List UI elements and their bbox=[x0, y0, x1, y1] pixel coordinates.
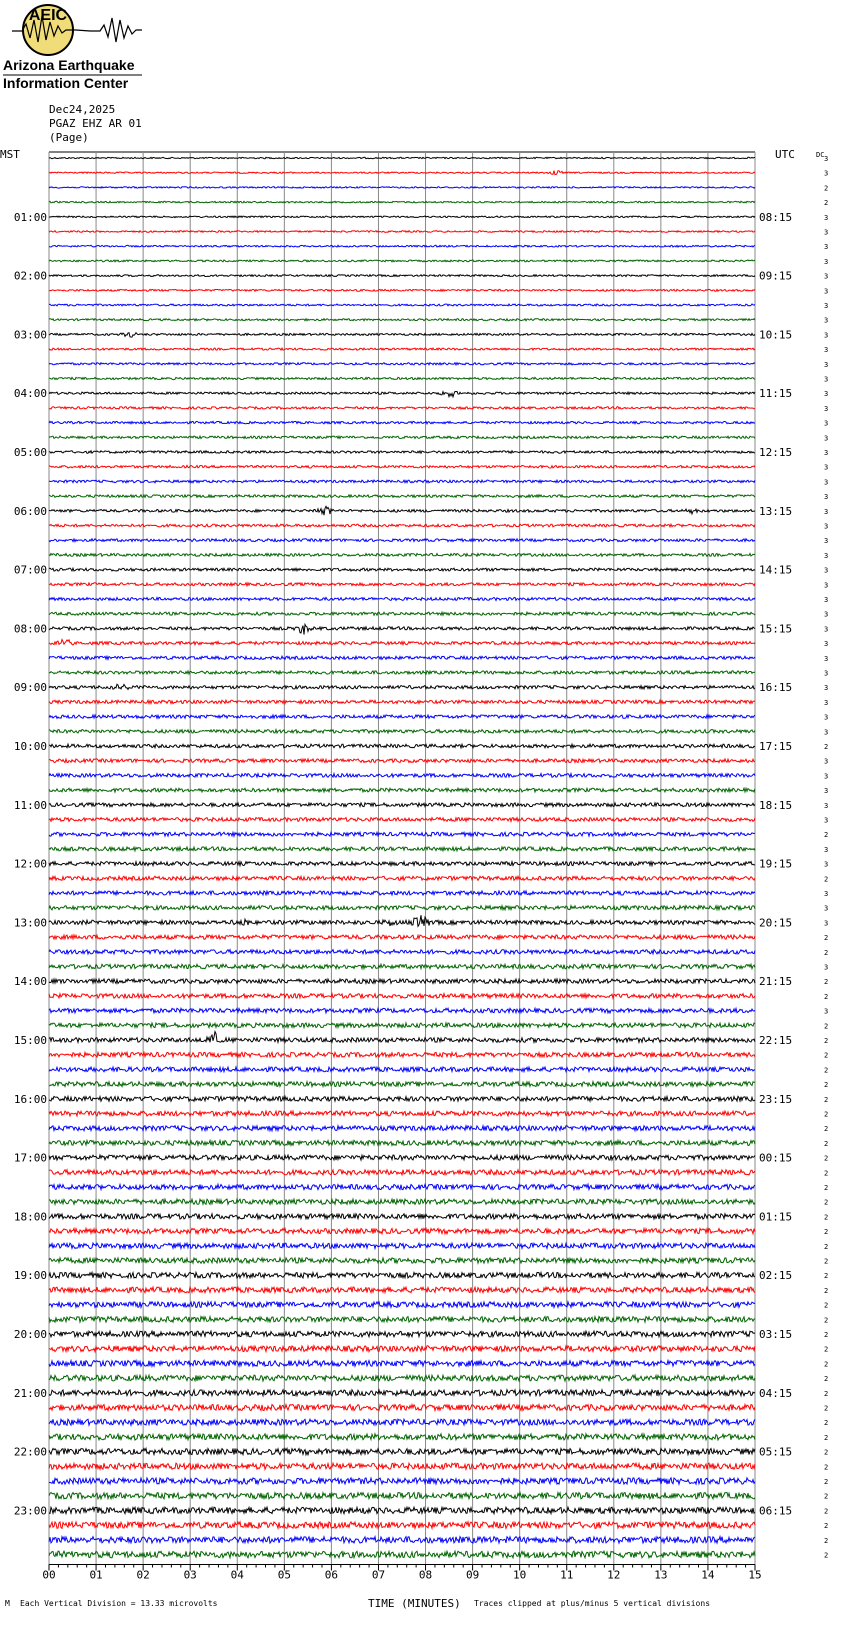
dc-value: 3 bbox=[824, 963, 829, 972]
seismogram-trace bbox=[49, 407, 755, 409]
x-tick-label: 15 bbox=[748, 1568, 762, 1582]
dc-value: 2 bbox=[824, 1375, 829, 1384]
hour-label-mst: 04:00 bbox=[13, 387, 47, 401]
hour-label-utc: 23:15 bbox=[759, 1092, 793, 1106]
seismogram-trace bbox=[49, 862, 755, 866]
seismogram-trace bbox=[49, 876, 755, 880]
dc-value: 3 bbox=[824, 787, 829, 796]
dc-value: 3 bbox=[824, 684, 829, 693]
seismogram-trace bbox=[49, 1361, 755, 1367]
dc-value: 2 bbox=[824, 1139, 829, 1148]
dc-value: 3 bbox=[824, 860, 829, 869]
seismogram-trace bbox=[49, 377, 755, 379]
x-tick-label: 04 bbox=[230, 1568, 244, 1582]
x-tick-label: 02 bbox=[136, 1568, 150, 1582]
hour-label-utc: 06:15 bbox=[759, 1504, 793, 1518]
seismogram-trace bbox=[49, 275, 755, 277]
seismogram-trace bbox=[49, 319, 755, 321]
seismogram-trace bbox=[49, 1032, 755, 1043]
hour-label-mst: 02:00 bbox=[13, 269, 47, 283]
seismogram-trace bbox=[49, 495, 755, 498]
seismogram-trace bbox=[49, 744, 755, 748]
hour-label-utc: 00:15 bbox=[759, 1151, 793, 1165]
x-tick-label: 00 bbox=[42, 1568, 56, 1582]
dc-value: 3 bbox=[824, 890, 829, 898]
seismogram-trace bbox=[49, 157, 755, 158]
dc-value: 2 bbox=[824, 1478, 829, 1486]
dc-value: 3 bbox=[824, 169, 829, 178]
dc-value: 2 bbox=[824, 1404, 829, 1413]
hour-label-utc: 02:15 bbox=[759, 1269, 793, 1283]
dc-value: 3 bbox=[824, 610, 829, 619]
logo-line1: Arizona Earthquake bbox=[3, 57, 135, 73]
seismogram-trace bbox=[49, 612, 755, 615]
seismogram-trace bbox=[49, 1537, 755, 1543]
hour-label-mst: 15:00 bbox=[13, 1034, 47, 1047]
x-tick-label: 13 bbox=[654, 1568, 668, 1582]
seismogram-trace bbox=[49, 700, 755, 703]
hour-label-mst: 14:00 bbox=[13, 975, 47, 989]
dc-value: 3 bbox=[824, 845, 829, 854]
seismogram-trace bbox=[49, 1170, 755, 1175]
hour-label-utc: 15:15 bbox=[759, 622, 793, 636]
hour-label-mst: 12:00 bbox=[13, 857, 47, 871]
hour-label-utc: 22:15 bbox=[759, 1034, 793, 1047]
corner-mark: M bbox=[5, 1599, 10, 1608]
seismogram-trace bbox=[49, 1346, 755, 1352]
dc-value: 3 bbox=[824, 257, 829, 266]
logo-line2: Information Center bbox=[3, 75, 129, 91]
seismogram-trace bbox=[49, 915, 755, 926]
seismogram-trace bbox=[49, 436, 755, 438]
dc-value: 2 bbox=[824, 948, 829, 957]
seismogram-trace bbox=[49, 1331, 755, 1337]
seismogram-trace bbox=[49, 583, 755, 586]
dc-value: 3 bbox=[824, 698, 829, 707]
hour-label-mst: 13:00 bbox=[13, 916, 47, 930]
dc-value: 2 bbox=[824, 1051, 829, 1060]
dc-value: 3 bbox=[824, 316, 829, 325]
seismogram-trace bbox=[49, 1111, 755, 1116]
hour-label-mst: 01:00 bbox=[13, 210, 47, 224]
hour-label-mst: 09:00 bbox=[13, 681, 47, 695]
dc-value: 3 bbox=[824, 640, 829, 649]
x-tick-label: 01 bbox=[89, 1568, 103, 1582]
seismogram-trace bbox=[49, 640, 755, 645]
dc-value: 3 bbox=[824, 375, 829, 384]
dc-value: 3 bbox=[824, 478, 829, 487]
seismogram-trace bbox=[49, 906, 755, 910]
seismogram-trace bbox=[49, 1390, 755, 1396]
seismogram-trace bbox=[49, 979, 755, 983]
seismogram-trace bbox=[49, 803, 755, 807]
dc-value: 2 bbox=[824, 1316, 829, 1325]
hour-label-utc: 16:15 bbox=[759, 681, 793, 695]
seismogram-trace bbox=[49, 818, 755, 822]
dc-value: 3 bbox=[824, 713, 829, 722]
seismogram-trace bbox=[49, 1449, 755, 1455]
dc-value: 3 bbox=[824, 272, 829, 281]
dc-value: 2 bbox=[824, 992, 829, 1001]
dc-value: 3 bbox=[824, 669, 829, 678]
dc-value: 3 bbox=[824, 581, 829, 590]
x-tick-label: 10 bbox=[513, 1568, 527, 1582]
dc-value: 2 bbox=[824, 1198, 829, 1207]
dc-value: 3 bbox=[824, 243, 829, 252]
x-tick-label: 06 bbox=[324, 1568, 339, 1582]
seismogram-trace bbox=[49, 348, 755, 350]
dc-value: 3 bbox=[824, 507, 829, 516]
seismogram-trace bbox=[49, 260, 755, 262]
dc-value: 3 bbox=[824, 213, 829, 222]
seismogram-trace bbox=[49, 715, 755, 718]
hour-label-mst: 06:00 bbox=[13, 504, 47, 518]
hour-label-mst: 16:00 bbox=[13, 1092, 47, 1106]
dc-value: 2 bbox=[824, 1242, 829, 1251]
x-tick-label: 12 bbox=[607, 1568, 621, 1582]
dc-value: 2 bbox=[824, 1360, 829, 1369]
x-tick-label: 03 bbox=[183, 1568, 197, 1582]
header-station: PGAZ EHZ AR 01 bbox=[49, 117, 142, 130]
dc-value: 2 bbox=[824, 1257, 829, 1266]
dc-value: 2 bbox=[824, 1492, 829, 1501]
seismogram-trace bbox=[49, 568, 755, 571]
seismogram-trace bbox=[49, 363, 755, 365]
seismogram-trace bbox=[49, 1008, 755, 1013]
header-date: Dec24,2025 bbox=[49, 103, 116, 116]
seismogram-trace bbox=[49, 788, 755, 792]
seismogram-trace bbox=[49, 465, 755, 468]
dc-value: 3 bbox=[824, 463, 829, 472]
dc-value: 3 bbox=[824, 360, 829, 369]
dc-value: 2 bbox=[824, 1536, 829, 1545]
seismogram-trace bbox=[49, 1317, 755, 1323]
x-tick-label: 08 bbox=[418, 1568, 433, 1582]
seismogram-trace bbox=[49, 598, 755, 601]
seismogram-trace bbox=[49, 421, 755, 423]
dc-value: 2 bbox=[824, 978, 829, 987]
hour-label-utc: 14:15 bbox=[759, 563, 793, 577]
dc-value: 2 bbox=[824, 1184, 829, 1192]
dc-value: 2 bbox=[824, 831, 829, 840]
dc-value: 3 bbox=[824, 757, 829, 766]
seismogram-trace bbox=[49, 1507, 755, 1513]
dc-value: 3 bbox=[824, 551, 829, 560]
seismogram-trace bbox=[49, 506, 755, 515]
x-tick-label: 09 bbox=[465, 1568, 480, 1582]
hour-label-mst: 10:00 bbox=[13, 740, 47, 753]
dc-value: 3 bbox=[824, 1007, 829, 1016]
seismogram-trace bbox=[49, 994, 755, 998]
dc-value: 3 bbox=[824, 419, 829, 428]
seismogram-trace bbox=[49, 1023, 755, 1028]
hour-label-mst: 11:00 bbox=[13, 798, 47, 812]
dc-value: 3 bbox=[824, 522, 829, 531]
seismogram-trace bbox=[49, 684, 755, 689]
seismogram-trace bbox=[49, 1405, 755, 1411]
dc-value: 2 bbox=[824, 1228, 829, 1237]
dc-value: 3 bbox=[824, 331, 829, 340]
x-axis-title: TIME (MINUTES) bbox=[368, 1597, 461, 1610]
hour-label-utc: 04:15 bbox=[759, 1386, 793, 1400]
dc-value: 2 bbox=[824, 1169, 829, 1178]
dc-value: 2 bbox=[824, 1301, 829, 1310]
utc-axis-label: UTC bbox=[775, 148, 795, 161]
dc-value: 2 bbox=[824, 934, 829, 943]
seismogram-trace bbox=[49, 1052, 755, 1057]
dc-value: 2 bbox=[824, 1433, 829, 1442]
dc-value: 3 bbox=[824, 449, 829, 457]
hour-label-mst: 19:00 bbox=[13, 1269, 47, 1283]
dc-value: 2 bbox=[824, 1272, 829, 1281]
seismogram-trace bbox=[49, 554, 755, 557]
seismogram-trace bbox=[49, 1214, 755, 1219]
dc-value: 3 bbox=[824, 228, 829, 237]
dc-value: 2 bbox=[824, 1213, 829, 1222]
dc-value: 3 bbox=[824, 566, 829, 575]
dc-value: 2 bbox=[824, 1081, 829, 1090]
dc-value: 3 bbox=[824, 728, 829, 737]
seismogram-trace bbox=[49, 1551, 755, 1558]
dc-label: DC bbox=[816, 151, 825, 159]
x-tick-label: 05 bbox=[277, 1568, 291, 1582]
seismogram-trace bbox=[49, 935, 755, 939]
hour-label-utc: 21:15 bbox=[759, 975, 793, 989]
hour-label-utc: 18:15 bbox=[759, 798, 793, 812]
dc-value: 2 bbox=[824, 1551, 829, 1560]
seismogram-trace bbox=[49, 891, 755, 895]
hour-label-utc: 20:15 bbox=[759, 916, 793, 930]
seismogram-trace bbox=[49, 1096, 755, 1101]
seismogram-trace bbox=[49, 245, 755, 247]
seismogram-trace bbox=[49, 774, 755, 778]
dc-value: 2 bbox=[824, 1110, 829, 1119]
dc-value: 2 bbox=[824, 1037, 829, 1045]
dc-value: 2 bbox=[824, 875, 829, 884]
dc-value: 2 bbox=[824, 1095, 829, 1104]
dc-value: 2 bbox=[824, 1022, 829, 1031]
dc-value: 3 bbox=[824, 434, 829, 443]
seismogram-trace bbox=[49, 1258, 755, 1263]
dc-value: 2 bbox=[824, 1522, 829, 1531]
hour-label-utc: 03:15 bbox=[759, 1328, 793, 1341]
hour-label-utc: 09:15 bbox=[759, 269, 793, 283]
seismogram-trace bbox=[49, 333, 755, 337]
seismogram-trace bbox=[49, 1228, 755, 1233]
seismogram-trace bbox=[49, 759, 755, 763]
dc-value: 2 bbox=[824, 1331, 829, 1339]
dc-value: 2 bbox=[824, 1286, 829, 1295]
seismogram-trace bbox=[49, 480, 755, 483]
hour-label-utc: 13:15 bbox=[759, 504, 793, 518]
hour-label-utc: 05:15 bbox=[759, 1445, 793, 1459]
seismogram-trace bbox=[49, 1419, 755, 1425]
seismogram-trace bbox=[49, 216, 755, 218]
seismogram-trace bbox=[49, 171, 755, 175]
dc-value: 3 bbox=[824, 816, 829, 825]
dc-value: 2 bbox=[824, 1448, 829, 1457]
dc-value: 3 bbox=[824, 904, 829, 913]
dc-value: 3 bbox=[824, 537, 829, 546]
logo-abbrev: AEIC bbox=[28, 7, 68, 24]
hour-label-utc: 19:15 bbox=[759, 857, 793, 871]
dc-value: 3 bbox=[824, 772, 829, 781]
seismogram-trace bbox=[49, 624, 755, 634]
seismogram-trace bbox=[49, 1463, 755, 1469]
clip-note: Traces clipped at plus/minus 5 vertical divisions bbox=[474, 1599, 711, 1608]
dc-value: 2 bbox=[824, 1066, 829, 1075]
seismogram-trace bbox=[49, 832, 755, 836]
seismogram-trace bbox=[49, 1287, 755, 1293]
dc-value: 3 bbox=[824, 801, 829, 810]
hour-label-utc: 08:15 bbox=[759, 210, 793, 224]
dc-value: 2 bbox=[824, 1419, 829, 1428]
x-tick-label: 11 bbox=[560, 1568, 574, 1582]
seismogram-trace bbox=[49, 1140, 755, 1145]
dc-value: 3 bbox=[824, 654, 829, 663]
dc-value: 3 bbox=[824, 390, 829, 399]
seismogram-trace bbox=[49, 1434, 755, 1440]
dc-value: 3 bbox=[824, 302, 829, 310]
seismogram-trace bbox=[49, 1243, 755, 1248]
dc-value: 3 bbox=[824, 404, 829, 413]
x-tick-label: 07 bbox=[371, 1568, 386, 1582]
scale-note: Each Vertical Division = 13.33 microvolts bbox=[20, 1599, 218, 1608]
dc-value: 2 bbox=[824, 184, 829, 193]
seismogram-trace bbox=[49, 656, 755, 659]
seismogram-trace bbox=[49, 231, 755, 233]
hour-label-mst: 07:00 bbox=[13, 563, 47, 577]
dc-value: 2 bbox=[824, 1389, 829, 1398]
seismogram-trace bbox=[49, 1375, 755, 1381]
seismogram-trace bbox=[49, 1302, 755, 1308]
seismogram-trace bbox=[49, 1199, 755, 1204]
dc-value: 3 bbox=[824, 346, 829, 355]
seismogram-trace bbox=[49, 1478, 755, 1484]
seismogram-trace bbox=[49, 730, 755, 734]
dc-value: 2 bbox=[824, 1154, 829, 1163]
seismogram-trace bbox=[49, 1522, 755, 1528]
seismogram-trace bbox=[49, 1184, 755, 1189]
header-page: (Page) bbox=[49, 131, 89, 144]
dc-value: 2 bbox=[824, 743, 829, 751]
hour-label-mst: 03:00 bbox=[13, 328, 47, 342]
dc-value: 3 bbox=[824, 493, 829, 502]
seismogram-traces bbox=[49, 157, 755, 1558]
hour-label-utc: 12:15 bbox=[759, 446, 793, 459]
dc-value: 2 bbox=[824, 1463, 829, 1472]
seismogram-trace bbox=[49, 671, 755, 674]
dc-value: 2 bbox=[824, 1125, 829, 1134]
dc-value: 3 bbox=[824, 287, 829, 296]
seismogram-trace bbox=[49, 201, 755, 203]
hour-label-utc: 17:15 bbox=[759, 740, 793, 753]
hour-label-mst: 21:00 bbox=[13, 1386, 47, 1400]
hour-label-mst: 18:00 bbox=[13, 1210, 47, 1224]
seismogram-trace bbox=[49, 304, 755, 306]
seismogram-trace bbox=[49, 847, 755, 851]
seismogram-trace bbox=[49, 1493, 755, 1499]
dc-value: 3 bbox=[824, 919, 829, 928]
hour-label-mst: 22:00 bbox=[13, 1445, 47, 1459]
seismogram-trace bbox=[49, 1126, 755, 1131]
seismogram-trace bbox=[49, 391, 755, 396]
seismogram-trace bbox=[49, 964, 755, 968]
seismogram-trace bbox=[49, 451, 755, 453]
hour-label-utc: 11:15 bbox=[759, 387, 793, 401]
seismogram-trace bbox=[49, 289, 755, 291]
seismogram-trace bbox=[49, 1082, 755, 1087]
hour-label-utc: 10:15 bbox=[759, 328, 793, 342]
dc-value: 2 bbox=[824, 1507, 829, 1516]
hour-label-mst: 05:00 bbox=[13, 446, 47, 459]
dc-value: 3 bbox=[824, 596, 829, 604]
hour-label-mst: 08:00 bbox=[13, 622, 47, 636]
dc-value: 2 bbox=[824, 1345, 829, 1354]
dc-value: 3 bbox=[824, 155, 829, 163]
mst-axis-label: MST bbox=[0, 148, 20, 161]
seismogram-trace bbox=[49, 950, 755, 954]
seismogram-trace bbox=[49, 1272, 755, 1278]
seismogram-trace bbox=[49, 187, 755, 189]
seismogram-trace bbox=[49, 524, 755, 527]
hour-label-mst: 17:00 bbox=[13, 1151, 47, 1165]
seismogram-trace bbox=[49, 539, 755, 542]
dc-value: 3 bbox=[824, 625, 829, 634]
hour-label-mst: 23:00 bbox=[13, 1504, 47, 1518]
x-tick-label: 14 bbox=[701, 1568, 715, 1582]
seismogram-trace bbox=[49, 1155, 755, 1160]
hour-label-mst: 20:00 bbox=[13, 1328, 47, 1341]
hour-label-utc: 01:15 bbox=[759, 1210, 793, 1224]
dc-value: 2 bbox=[824, 199, 829, 208]
seismogram-trace bbox=[49, 1067, 755, 1072]
